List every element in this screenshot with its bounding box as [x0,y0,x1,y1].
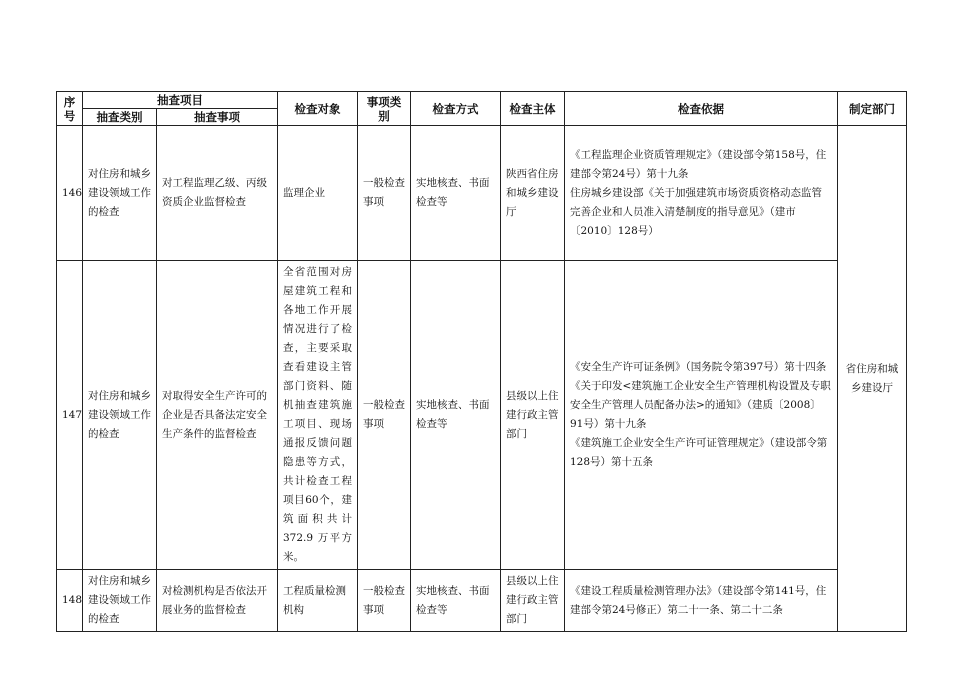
header-basis: 检查依据 [565,92,838,126]
header-item: 抽查项目 [83,92,278,109]
header-seq: 序 号 [57,92,83,126]
header-matter: 抽查事项 [157,109,278,126]
header-subject: 检查主体 [501,92,565,126]
basis-line: 《建筑施工企业安全生产许可证管理规定》（建设部令第128号）第十五条 [570,437,828,468]
header-category: 抽查类别 [83,109,157,126]
row-matter: 对工程监理乙级、丙级资质企业监督检查 [157,126,278,261]
row-method: 实地核查、书面检查等 [411,126,501,261]
row-subject: 县级以上住建行政主管部门 [501,261,565,570]
row-basis [565,261,838,570]
row-seq: 146 [57,126,83,261]
basis-line: 《工程监理企业资质管理规定》（建设部令第158号，住建部令第24号）第十九条 [570,148,827,180]
row-method: 实地核查、书面检查等 [411,570,501,632]
row-category: 对住房和城乡建设领域工作的检查 [83,261,157,570]
row-matter: 对检测机构是否依法开展业务的监督检查 [157,570,278,632]
table-row [57,126,907,261]
row-item-type: 一般检查事项 [358,126,411,261]
inspection-table [56,91,907,632]
row-method: 实地核查、书面检查等 [411,261,501,570]
header-dept: 制定部门 [838,92,907,126]
row-category: 对住房和城乡建设领域工作的检查 [83,126,157,261]
row-item-type: 一般检查事项 [358,570,411,632]
row-object: 监理企业 [278,126,358,261]
header-method: 检查方式 [411,92,501,126]
header-item-type: 事项类别 [358,92,411,126]
row-matter: 对取得安全生产许可的企业是否具备法定安全生产条件的监督检查 [157,261,278,570]
header-object: 检查对象 [278,92,358,126]
row-seq: 148 [57,570,83,632]
basis-line: 《建设工程质量检测管理办法》（建设部令第141号，住建部令第24号修正）第二十一条、第二十二条 [570,584,827,616]
basis-line: 《安全生产许可证条例》（国务院令第397号）第十四条 [570,361,827,373]
row-basis [565,126,838,261]
row-item-type: 一般检查事项 [358,261,411,570]
basis-line: 《关于印发<建筑施工企业安全生产管理机构设置及专职安全生产管理人员配备办法>的通知》（建质〔2008〕91号）第十九条 [570,380,831,430]
row-dept: 省住房和城乡建设厅 [838,126,907,632]
row-basis [565,570,838,632]
row-object: 全省范围对房屋建筑工程和各地工作开展情况进行了检查，主要采取查看建设主管部门资料、随机抽查建筑施工项目、现场通报反馈问题隐患等方式，共计检查工程项目60个，建筑面积共计372.9 万平方米。 [278,261,358,570]
basis-line: 住房城乡建设部《关于加强建筑市场资质资格动态监管完善企业和人员准入清楚制度的指导意见》（建市〔2010〕128号） [570,186,822,237]
row-category: 对住房和城乡建设领域工作的检查 [83,570,157,632]
row-seq: 147 [57,261,83,570]
row-object: 工程质量检测机构 [278,570,358,632]
table-row [57,570,907,632]
row-subject: 县级以上住建行政主管部门 [501,570,565,632]
row-subject: 陕西省住房和城乡建设厅 [501,126,565,261]
table-row [57,261,907,570]
